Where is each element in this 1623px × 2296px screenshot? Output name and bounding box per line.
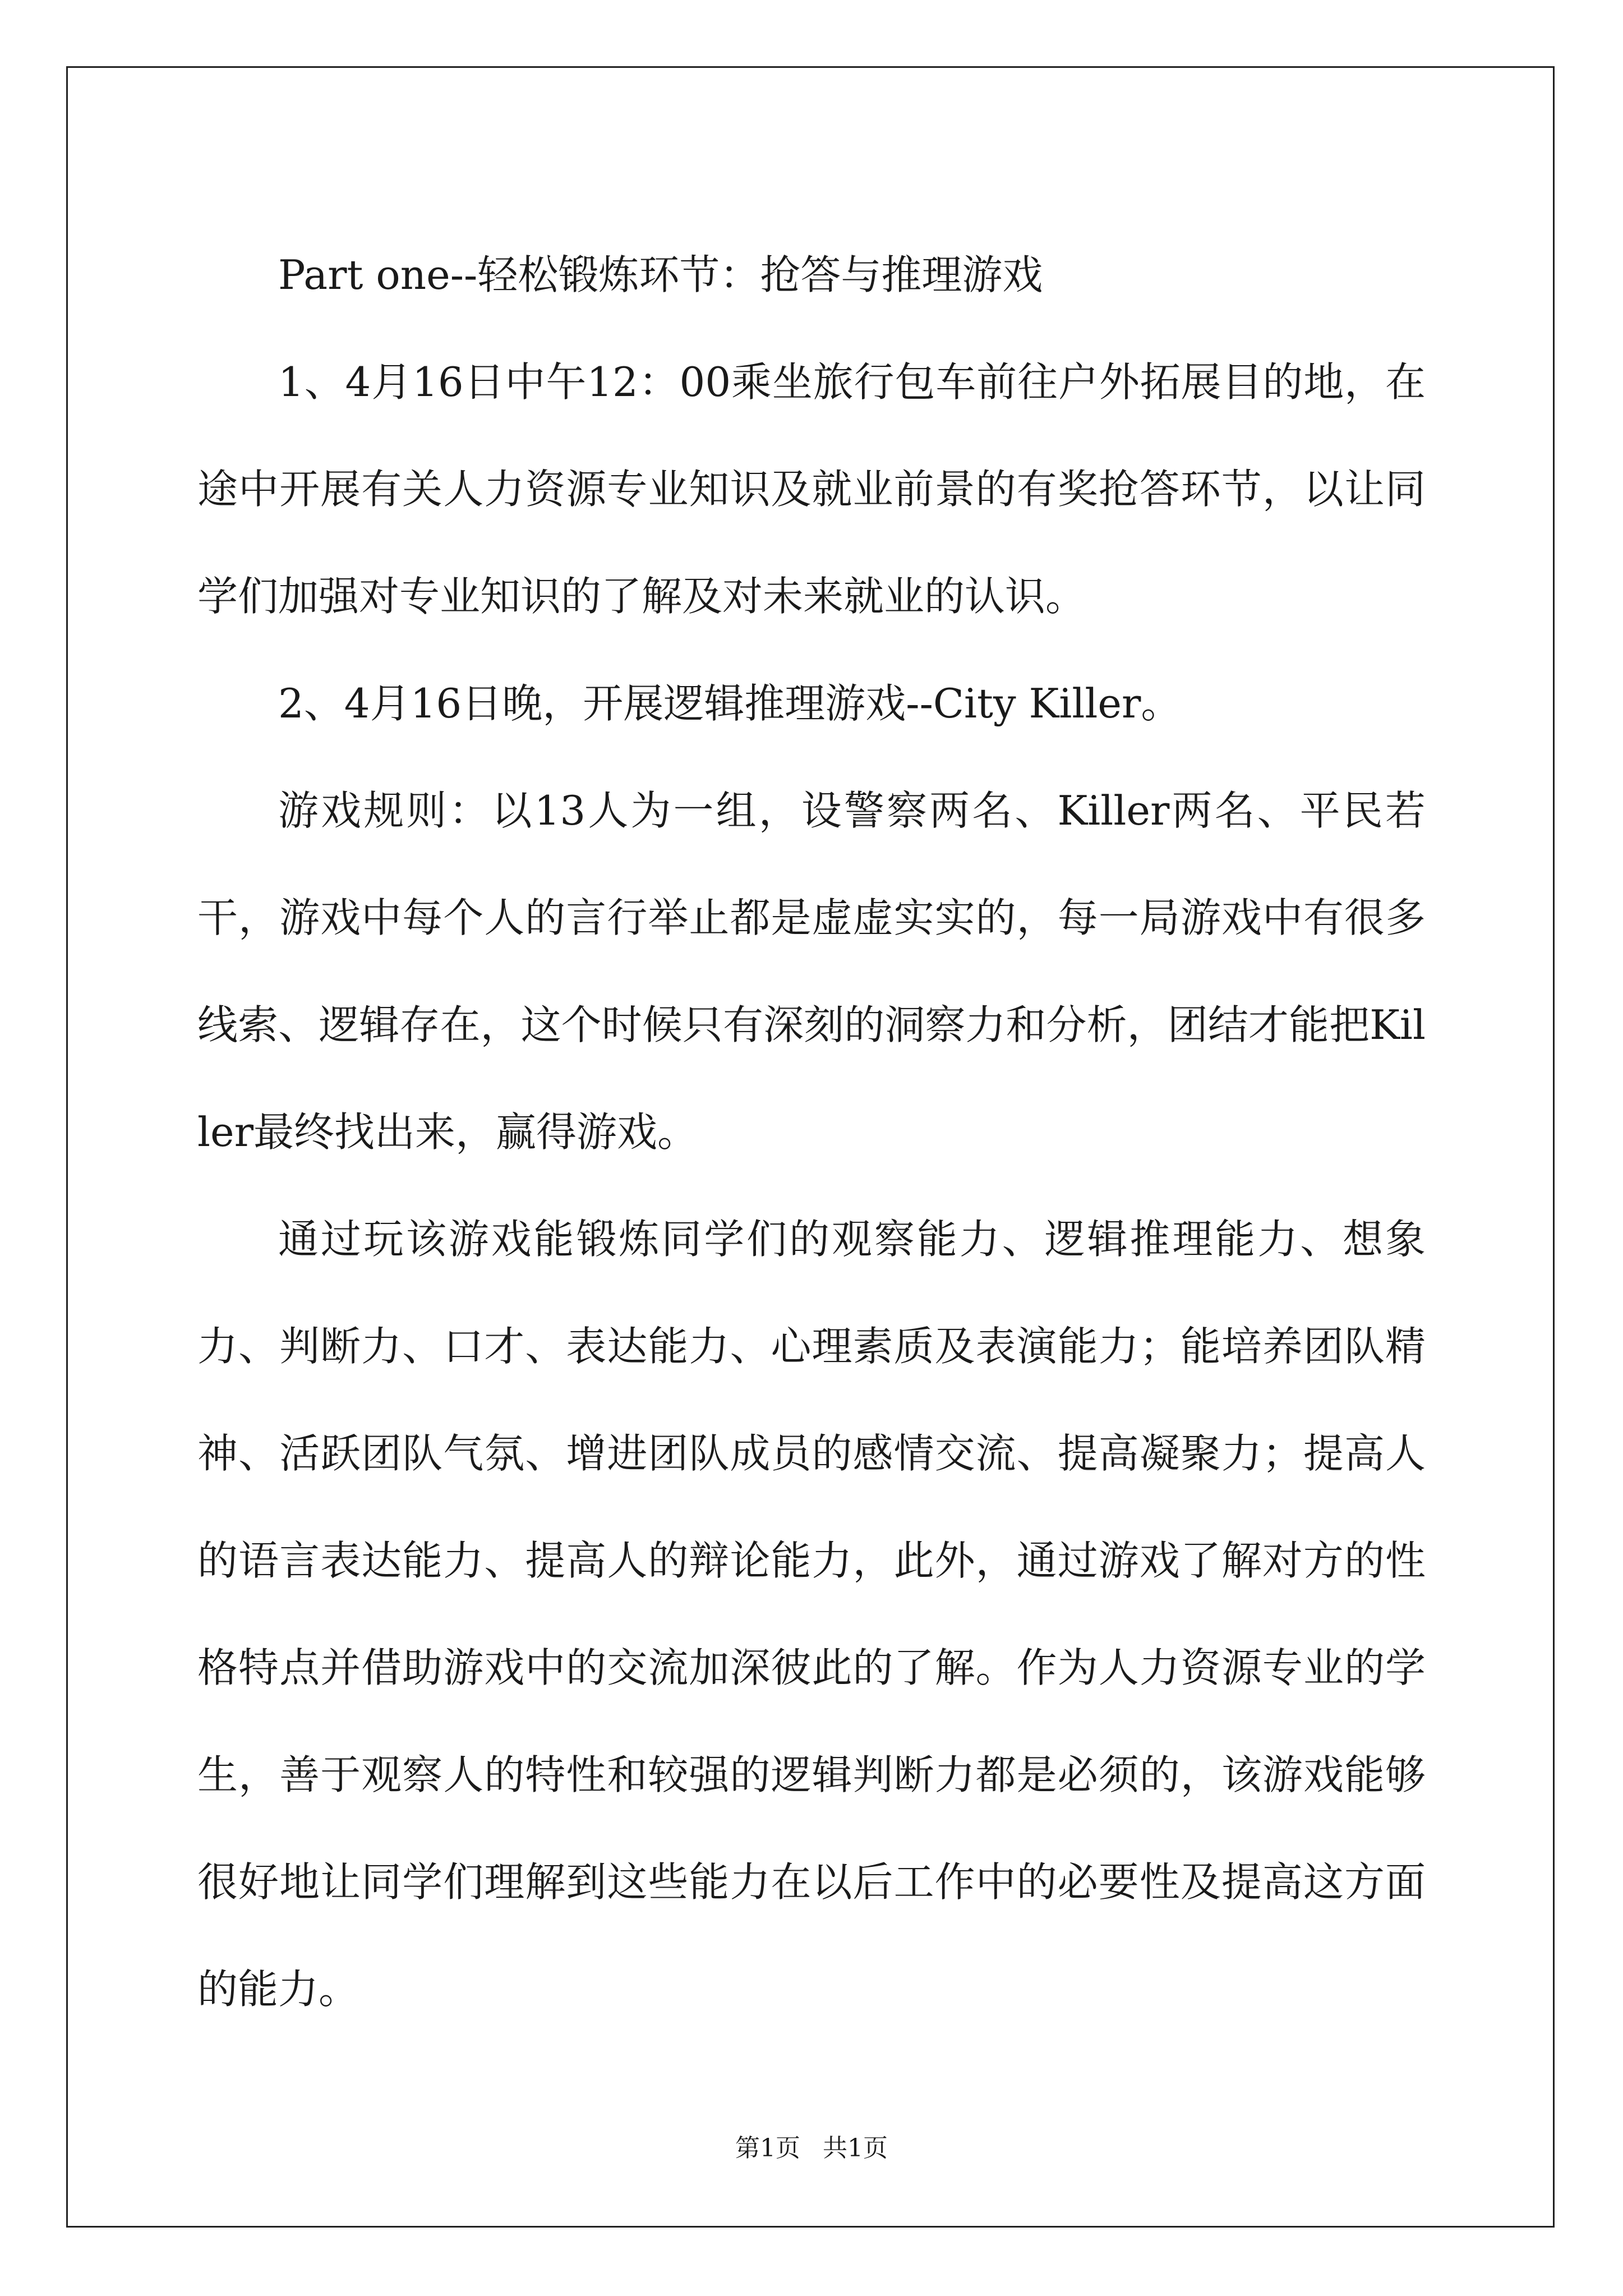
paragraph-benefits: 通过玩该游戏能锻炼同学们的观察能力、逻辑推理能力、想象力、判断力、口才、表达能力、心理素质及表演能力；能培养团队精神、活跃团队气氛、增进团队成员的感情交流、提高凝聚力；提高人的语言表达能力、提高人的辩论能力，此外，通过游戏了解对方的性格特点并借助游戏中的交流加深彼此的了解。作为人力资源专业的学生，善于观察人的特性和较强的逻辑判断力都是必须的，该游戏能够很好地让同学们理解到这些能力在以后工作中的必要性及提高这方面的能力。 [197, 1216, 1426, 2013]
paragraph-item-1: 1、4月16日中午12：00乘坐旅行包车前往户外拓展目的地，在途中开展有关人力资源专业知识及就业前景的有奖抢答环节，以让同学们加强对专业知识的了解及对未来就业的认识。 [197, 358, 1426, 620]
paragraph-item-2: 2、4月16日晚，开展逻辑推理游戏--City Killer。 [278, 680, 1182, 727]
paragraph-heading: Part one--轻松锻炼环节：抢答与推理游戏 [278, 251, 1043, 298]
page-footer [0, 2132, 1623, 2165]
page-number-current: 第1页 [735, 2134, 800, 2162]
document-body [197, 222, 1426, 2043]
paragraph-game-rules: 游戏规则：以13人为一组，设警察两名、Killer两名、平民若干，游戏中每个人的言行举止都是虚虚实实的，每一局游戏中有很多线索、逻辑存在，这个时候只有深刻的洞察力和分析，团结才能把Killer最终找出来，赢得游戏。 [197, 787, 1426, 1156]
page-number-total: 共1页 [823, 2134, 888, 2162]
